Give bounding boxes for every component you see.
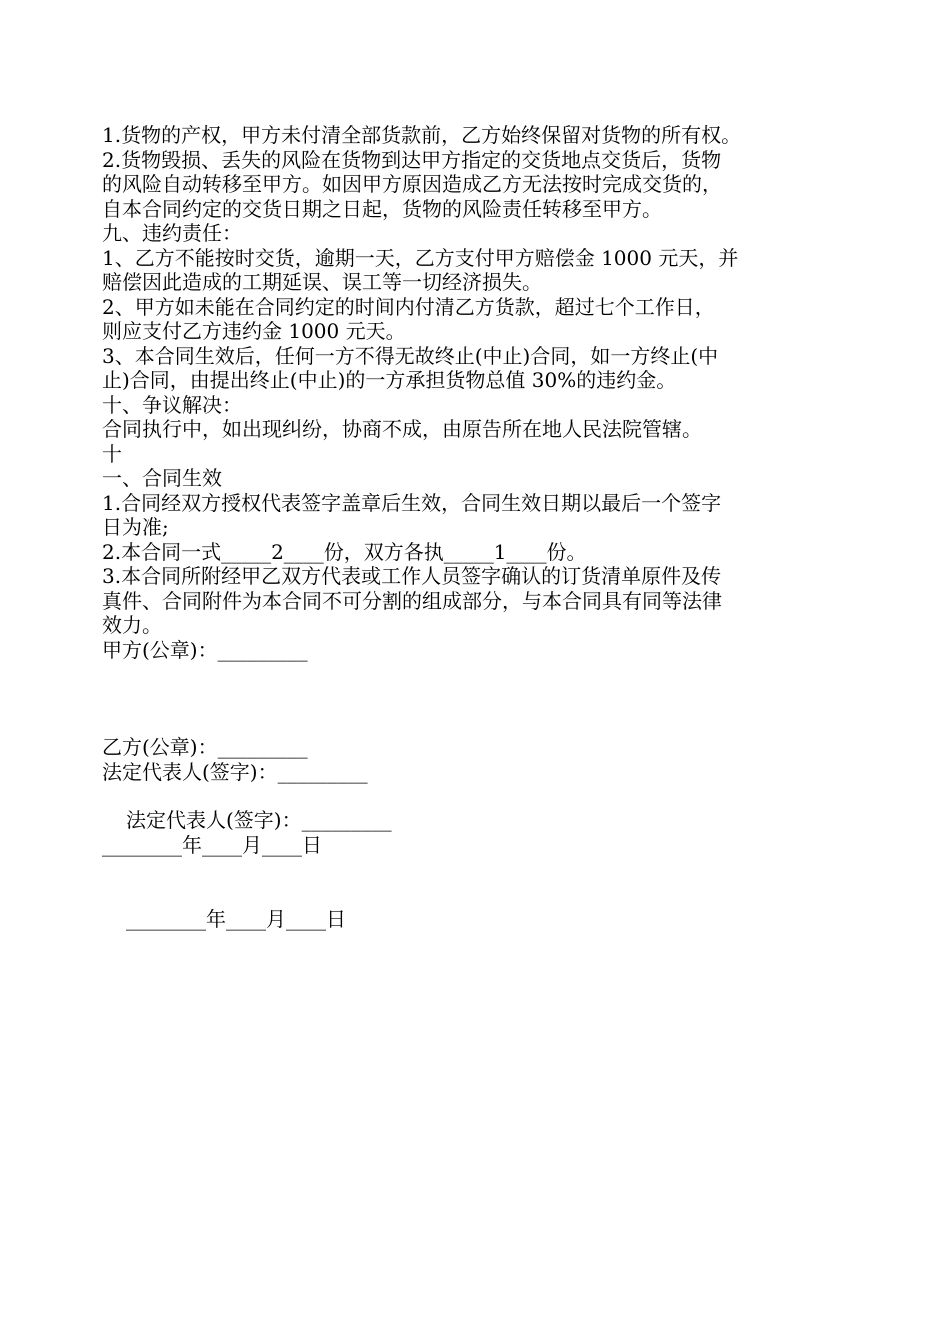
clause-line: 1.货物的产权，甲方未付清全部货款前，乙方始终保留对货物的所有权。 [102,123,742,147]
clause-line: 2.本合同一式_____2____份，双方各执_____1____份。 [102,539,587,564]
clause-line: 3、本合同生效后，任何一方不得无故终止(中止)合同，如一方终止(中 [102,343,719,368]
party-a-date-line: ________年____月____日 [126,907,346,931]
clause-line: 赔偿因此造成的工期延误、误工等一切经济损失。 [102,270,542,294]
section-heading: 九、违约责任： [102,221,242,245]
clause-line: 1.合同经双方授权代表签字盖章后生效，合同生效日期以最后一个签字 [102,490,722,515]
clause-line: 1、乙方不能按时交货，逾期一天，乙方支付甲方赔偿金 1000 元天，并 [102,245,739,270]
party-b-date-line: ________年____月____日 [102,832,322,857]
party-b-seal-line: 乙方(公章)：_________ [102,735,308,759]
clause-line: 真件、合同附件为本合同不可分割的组成部分，与本合同具有同等法律 [102,588,722,613]
clause-line: 止)合同，由提出终止(中止)的一方承担货物总值 30%的违约金。 [102,368,677,392]
clause-line: 2、甲方如未能在合同约定的时间内付清乙方货款，超过七个工作日， [102,294,715,319]
clause-line: 合同执行中，如出现纠纷，协商不成，由原告所在地人民法院管辖。 [102,417,702,441]
party-a-seal-line: 甲方(公章)：_________ [102,637,308,662]
contract-text [102,123,862,932]
section-heading: 十 [102,441,122,466]
party-b-representative-line: 法定代表人(签字)：_________ [102,759,368,784]
clause-line: 3.本合同所附经甲乙双方代表或工作人员签字确认的订货清单原件及传 [102,564,722,588]
clause-line: 的风险自动转移至甲方。如因甲方原因造成乙方无法按时完成交货的， [102,172,722,196]
clause-line: 效力。 [102,613,162,637]
section-heading: 一、合同生效 [102,466,222,490]
clause-line: 自本合同约定的交货日期之日起，货物的风险责任转移至甲方。 [102,196,662,221]
clause-line: 2.货物毁损、丢失的风险在货物到达甲方指定的交货地点交货后，货物 [102,147,722,172]
clause-line: 日为准; [102,515,169,539]
party-a-representative-line: 法定代表人(签字)：_________ [126,808,392,832]
clause-line: 则应支付乙方违约金 1000 元天。 [102,319,406,343]
section-heading: 十、争议解决： [102,392,242,417]
